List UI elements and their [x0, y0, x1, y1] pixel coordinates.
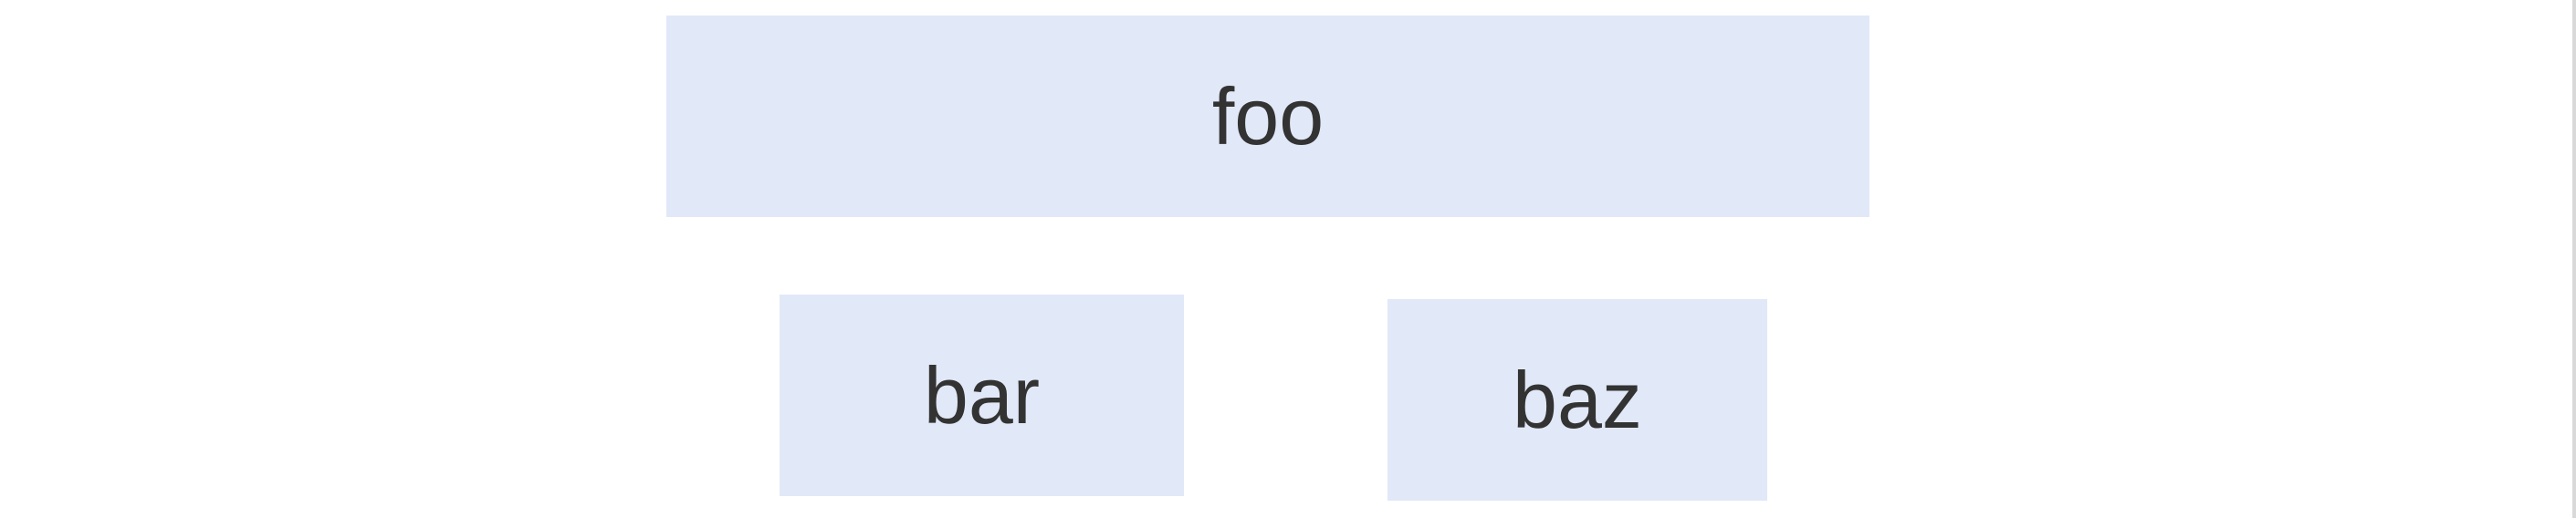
- bar-node: bar: [780, 295, 1184, 496]
- right-edge-divider: [2572, 0, 2576, 518]
- foo-node: foo: [666, 16, 1869, 217]
- baz-node: baz: [1387, 299, 1767, 501]
